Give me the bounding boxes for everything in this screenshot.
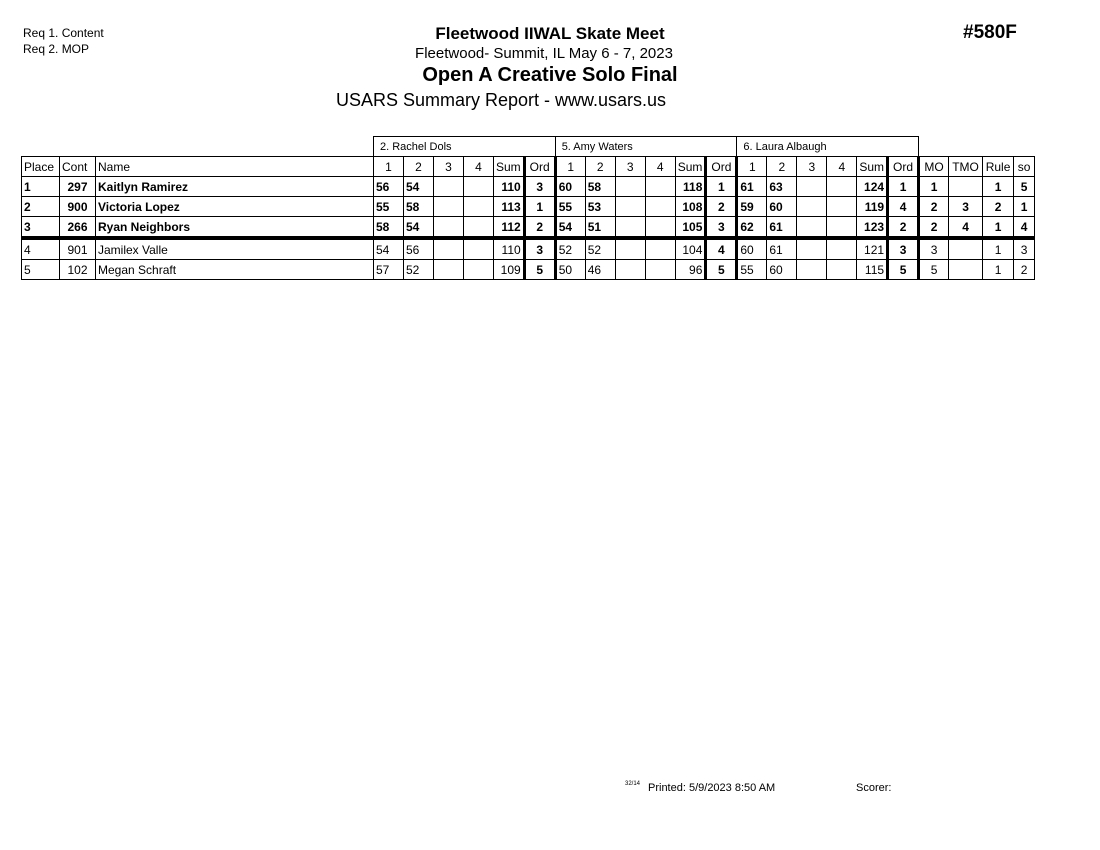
col-header-score: 2 (767, 157, 797, 177)
score-cell: 63 (767, 177, 797, 197)
score-cell (434, 260, 464, 280)
col-header-score: 4 (464, 157, 494, 177)
contestant-number-cell: 102 (60, 260, 96, 280)
event-number: #580F (963, 22, 1017, 43)
col-header-score: 3 (797, 157, 827, 177)
score-cell: 54 (404, 177, 434, 197)
score-cell: 59 (737, 197, 767, 217)
sum-cell: 115 (857, 260, 888, 280)
score-cell: 52 (555, 238, 585, 260)
score-cell (615, 177, 645, 197)
col-header-sum: Sum (675, 157, 706, 177)
tmo-cell: 4 (949, 217, 983, 239)
place-cell: 2 (22, 197, 60, 217)
tmo-cell (949, 177, 983, 197)
score-cell (797, 177, 827, 197)
score-cell: 55 (737, 260, 767, 280)
event-title: Open A Creative Solo Final (422, 64, 678, 86)
meet-location: Fleetwood- Summit, IL May 6 - 7, 2023 (415, 45, 673, 62)
mo-cell: 2 (919, 197, 949, 217)
score-cell: 53 (585, 197, 615, 217)
mo-cell: 1 (919, 177, 949, 197)
score-cell: 52 (585, 238, 615, 260)
ordinal-cell: 2 (706, 197, 737, 217)
requirement-1: Req 1. Content (23, 26, 104, 40)
ordinal-cell: 5 (524, 260, 555, 280)
sum-cell: 104 (675, 238, 706, 260)
requirements-list (23, 25, 104, 57)
printed-timestamp: Printed: 5/9/2023 8:50 AM (648, 782, 776, 794)
ordinal-cell: 4 (888, 197, 919, 217)
score-cell (615, 217, 645, 239)
sum-cell: 112 (494, 217, 525, 239)
table-row (22, 260, 1035, 280)
col-header-mo: MO (919, 157, 949, 177)
col-header-sum: Sum (494, 157, 525, 177)
rule-cell: 1 (983, 177, 1014, 197)
col-header-score: 1 (555, 157, 585, 177)
score-cell (827, 217, 857, 239)
score-cell (827, 260, 857, 280)
score-cell (797, 197, 827, 217)
score-cell: 52 (404, 260, 434, 280)
col-header-score: 1 (737, 157, 767, 177)
ordinal-cell: 3 (524, 238, 555, 260)
ordinal-cell: 3 (888, 238, 919, 260)
mo-cell: 2 (919, 217, 949, 239)
results-table (21, 136, 1035, 280)
col-header-place: Place (22, 157, 60, 177)
score-cell: 56 (404, 238, 434, 260)
score-cell: 54 (555, 217, 585, 239)
contestant-number-cell: 297 (60, 177, 96, 197)
score-cell (434, 217, 464, 239)
col-header-rule: Rule (983, 157, 1014, 177)
score-cell: 51 (585, 217, 615, 239)
skater-name-cell: Victoria Lopez (96, 197, 374, 217)
scorer-label: Scorer: (856, 782, 892, 794)
col-header-score: 2 (585, 157, 615, 177)
score-cell: 55 (555, 197, 585, 217)
score-cell: 50 (555, 260, 585, 280)
sum-cell: 113 (494, 197, 525, 217)
score-cell (434, 177, 464, 197)
judge-name: 5. Amy Waters (555, 137, 737, 157)
col-header-score: 3 (615, 157, 645, 177)
place-cell: 3 (22, 217, 60, 239)
score-cell (645, 238, 675, 260)
col-header-name: Name (96, 157, 374, 177)
ordinal-cell: 4 (706, 238, 737, 260)
score-cell (434, 238, 464, 260)
score-cell: 54 (404, 217, 434, 239)
so-cell: 1 (1014, 197, 1035, 217)
contestant-number-cell: 266 (60, 217, 96, 239)
contestant-number-cell: 900 (60, 197, 96, 217)
col-header-score: 4 (645, 157, 675, 177)
score-cell (615, 197, 645, 217)
col-header-score: 2 (404, 157, 434, 177)
sum-cell: 118 (675, 177, 706, 197)
sum-cell: 96 (675, 260, 706, 280)
table-row (22, 177, 1035, 197)
ordinal-cell: 1 (888, 177, 919, 197)
rule-cell: 1 (983, 238, 1014, 260)
table-row (22, 238, 1035, 260)
score-cell: 58 (404, 197, 434, 217)
score-cell (645, 260, 675, 280)
rule-cell: 2 (983, 197, 1014, 217)
rule-cell: 1 (983, 217, 1014, 239)
tmo-cell (949, 238, 983, 260)
table-row (22, 217, 1035, 239)
score-cell: 57 (374, 260, 404, 280)
tmo-cell: 3 (949, 197, 983, 217)
place-cell: 4 (22, 238, 60, 260)
meet-title: Fleetwood IIWAL Skate Meet (435, 24, 665, 43)
sum-cell: 109 (494, 260, 525, 280)
col-header-cont: Cont (60, 157, 96, 177)
ordinal-cell: 1 (524, 197, 555, 217)
ordinal-cell: 5 (888, 260, 919, 280)
sum-cell: 110 (494, 177, 525, 197)
score-cell (464, 217, 494, 239)
sum-cell: 119 (857, 197, 888, 217)
report-title: USARS Summary Report - www.usars.us (335, 90, 667, 110)
score-cell (464, 177, 494, 197)
footer-code: 32/14 (625, 781, 641, 787)
sum-cell: 105 (675, 217, 706, 239)
so-cell: 4 (1014, 217, 1035, 239)
sum-cell: 108 (675, 197, 706, 217)
score-cell (827, 177, 857, 197)
score-cell: 60 (555, 177, 585, 197)
mo-cell: 3 (919, 238, 949, 260)
score-cell (464, 260, 494, 280)
score-cell (797, 260, 827, 280)
score-cell: 61 (737, 177, 767, 197)
place-cell: 1 (22, 177, 60, 197)
score-cell (464, 197, 494, 217)
so-cell: 5 (1014, 177, 1035, 197)
score-cell: 46 (585, 260, 615, 280)
col-header-ord: Ord (524, 157, 555, 177)
sum-cell: 121 (857, 238, 888, 260)
judge-name: 6. Laura Albaugh (737, 137, 919, 157)
score-cell (645, 197, 675, 217)
score-cell (827, 197, 857, 217)
judge-header-row (22, 137, 1035, 157)
ordinal-cell: 3 (706, 217, 737, 239)
ordinal-cell: 1 (706, 177, 737, 197)
score-cell: 60 (767, 260, 797, 280)
skater-name-cell: Kaitlyn Ramirez (96, 177, 374, 197)
skater-name-cell: Megan Schraft (96, 260, 374, 280)
col-header-sum: Sum (857, 157, 888, 177)
judge-name: 2. Rachel Dols (374, 137, 556, 157)
score-cell (797, 217, 827, 239)
requirement-2: Req 2. MOP (23, 42, 90, 56)
ordinal-cell: 2 (524, 217, 555, 239)
score-cell: 62 (737, 217, 767, 239)
col-header-ord: Ord (706, 157, 737, 177)
so-cell: 3 (1014, 238, 1035, 260)
score-cell (434, 197, 464, 217)
ordinal-cell: 3 (524, 177, 555, 197)
score-cell: 55 (374, 197, 404, 217)
score-cell (615, 238, 645, 260)
col-header-tmo: TMO (949, 157, 983, 177)
score-cell: 61 (767, 217, 797, 239)
col-header-score: 3 (434, 157, 464, 177)
so-cell: 2 (1014, 260, 1035, 280)
sum-cell: 124 (857, 177, 888, 197)
sum-cell: 110 (494, 238, 525, 260)
col-header-so: so (1014, 157, 1035, 177)
score-cell (645, 177, 675, 197)
score-cell (464, 238, 494, 260)
table-row (22, 197, 1035, 217)
score-cell: 60 (737, 238, 767, 260)
ordinal-cell: 5 (706, 260, 737, 280)
place-cell: 5 (22, 260, 60, 280)
score-cell: 54 (374, 238, 404, 260)
skater-name-cell: Ryan Neighbors (96, 217, 374, 239)
score-cell: 58 (585, 177, 615, 197)
score-cell: 61 (767, 238, 797, 260)
score-cell: 60 (767, 197, 797, 217)
score-cell (827, 238, 857, 260)
col-header-score: 1 (374, 157, 404, 177)
column-header-row (22, 157, 1035, 177)
score-cell (645, 217, 675, 239)
contestant-number-cell: 901 (60, 238, 96, 260)
skater-name-cell: Jamilex Valle (96, 238, 374, 260)
rule-cell: 1 (983, 260, 1014, 280)
tmo-cell (949, 260, 983, 280)
sum-cell: 123 (857, 217, 888, 239)
score-cell (797, 238, 827, 260)
mo-cell: 5 (919, 260, 949, 280)
col-header-score: 4 (827, 157, 857, 177)
score-cell (615, 260, 645, 280)
col-header-ord: Ord (888, 157, 919, 177)
ordinal-cell: 2 (888, 217, 919, 239)
score-cell: 58 (374, 217, 404, 239)
score-cell: 56 (374, 177, 404, 197)
